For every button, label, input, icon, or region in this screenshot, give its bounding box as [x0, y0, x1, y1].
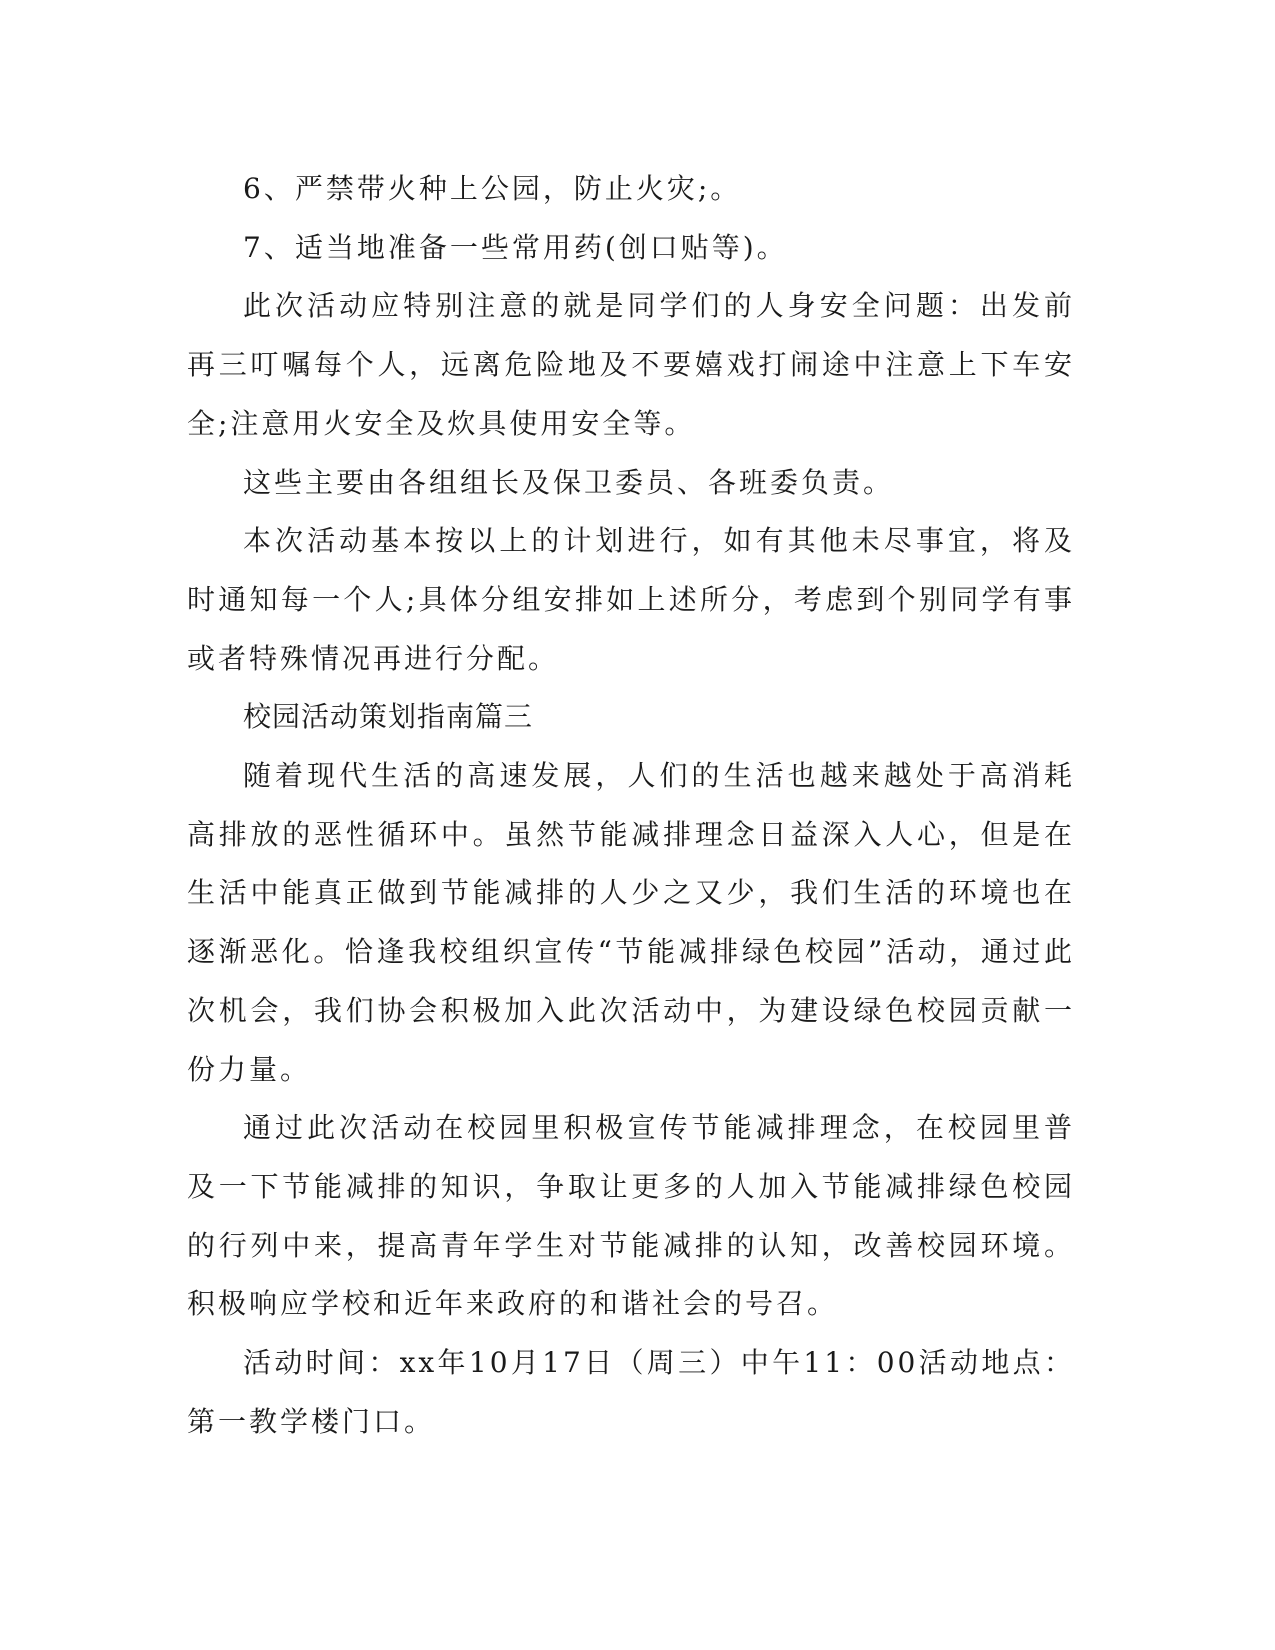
- safety-paragraph: 此次活动应特别注意的就是同学们的人身安全问题：出发前再三叮嘱每个人，远离危险地及不要嬉戏打闹途中注意上下车安全;注意用火安全及炊具使用安全等。: [187, 289, 1075, 440]
- list-item-6: 6、严禁带火种上公园，防止火灾;。: [243, 172, 742, 205]
- responsibility-paragraph: 这些主要由各组组长及保卫委员、各班委负责。: [243, 465, 895, 499]
- time-location-paragraph: 活动时间：xx年10月17日（周三）中午11：00活动地点：第一教学楼门口。: [187, 1346, 1075, 1438]
- background-paragraph: 随着现代生活的高速发展，人们的生活也越来越处于高消耗高排放的恶性循环中。虽然节能减排理念日益深入人心，但是在生活中能真正做到节能减排的人少之又少，我们生活的环境也在逐渐恶化。恰逢我校组织宣传“节能减排绿色校园”活动，通过此次机会，我们协会积极加入此次活动中，为建设绿色校园贡献一份力量。: [187, 759, 1075, 1086]
- document-body: [187, 160, 1075, 1451]
- list-item-7: 7、适当地准备一些常用药(创口贴等)。: [243, 230, 788, 264]
- plan-paragraph: 本次活动基本按以上的计划进行，如有其他未尽事宜，将及时通知每一个人;具体分组安排如上述所分，考虑到个别同学有事或者特殊情况再进行分配。: [187, 524, 1075, 675]
- section-heading: 校园活动策划指南篇三: [243, 700, 534, 734]
- purpose-paragraph: 通过此次活动在校园里积极宣传节能减排理念，在校园里普及一下节能减排的知识，争取让更多的人加入节能减排绿色校园的行列中来，提高青年学生对节能减排的认知，改善校园环境。积极响应学校和近年来政府的和谐社会的号召。: [187, 1111, 1075, 1321]
